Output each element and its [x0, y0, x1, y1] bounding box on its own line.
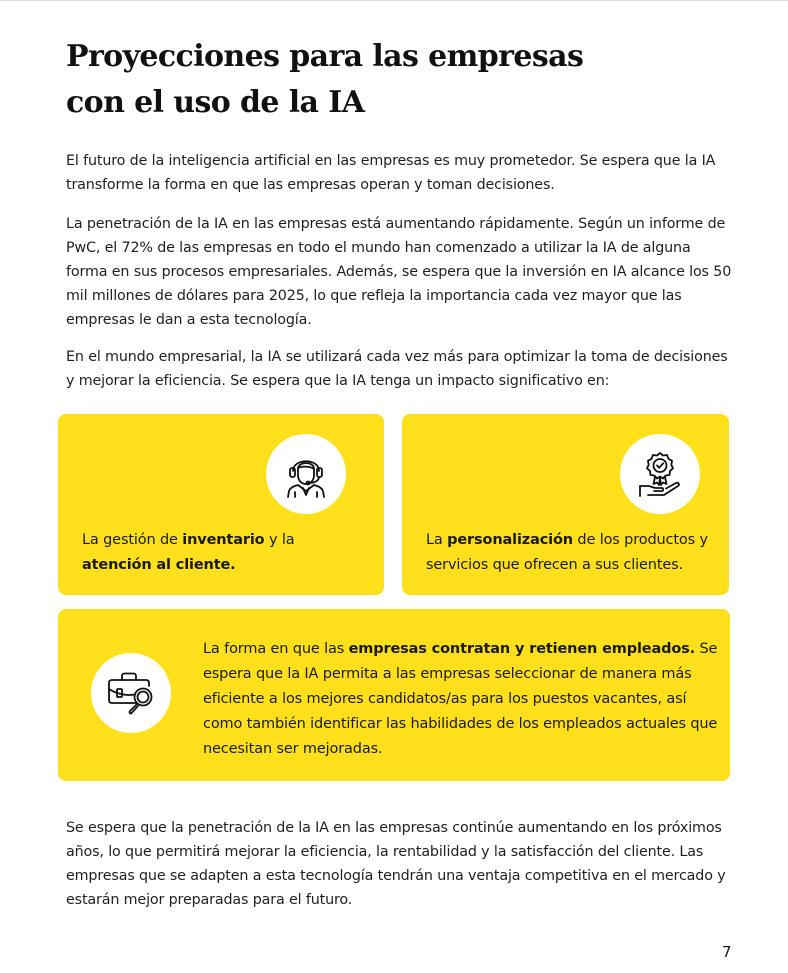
- title-line-1: Proyecciones para las empresas: [66, 39, 584, 74]
- top-divider: [0, 0, 788, 1]
- customer-service-headset-icon: [266, 434, 346, 514]
- closing-paragraph: Se espera que la penetración de la IA en las empresas continúe aumentando en los próximos años, lo que permitirá mejorar la eficiencia, la rentabilidad y la satisfacción del cliente. Las empresas que se adapten a esta tecnología tendrán una ventaja competitiva en el mercado y estarán mejor preparadas para el futuro.: [66, 820, 726, 908]
- card-personalization-text: La personalización de los productos y servicios que ofrecen a sus clientes.: [426, 532, 708, 573]
- page-number: 7: [722, 943, 732, 961]
- adoption-paragraph: La penetración de la IA en las empresas está aumentando rápidamente. Según un informe de PwC, el 72% de las empresas en todo el mundo han comenzado a utilizar la IA de alguna forma en sus procesos empresariales. Además, se espera que la inversión en IA alcance los 50 mil millones de dólares para 2025, lo que refleja la importancia cada vez mayor que las empresas le dan a esta tecnología.: [66, 216, 732, 328]
- intro-paragraph: El futuro de la inteligencia artificial en las empresas es muy prometedor. Se espera que la IA transforme la forma en que las empresas operan y toman decisiones.: [66, 153, 716, 193]
- title-line-2: con el uso de la IA: [66, 85, 365, 120]
- impact-intro-paragraph: En el mundo empresarial, la IA se utilizará cada vez más para optimizar la toma de decisiones y mejorar la eficiencia. Se espera que la IA tenga un impacto significativo en:: [66, 349, 728, 389]
- award-hand-icon: [620, 434, 700, 514]
- impact-card-inventory: [58, 414, 384, 595]
- page-title: [66, 34, 726, 126]
- card-inventory-text: La gestión de inventario y la atención al cliente.: [82, 532, 295, 573]
- impact-card-hiring: [58, 609, 730, 781]
- briefcase-search-icon: [91, 653, 171, 733]
- card-hiring-text: La forma en que las empresas contratan y retienen empleados. Se espera que la IA permita a las empresas seleccionar de manera más eficiente a los mejores candidatos/as para los puestos vacantes, así como también identificar las habilidades de los empleados actuales que necesitan ser mejoradas.: [203, 641, 718, 757]
- impact-card-personalization: [402, 414, 729, 595]
